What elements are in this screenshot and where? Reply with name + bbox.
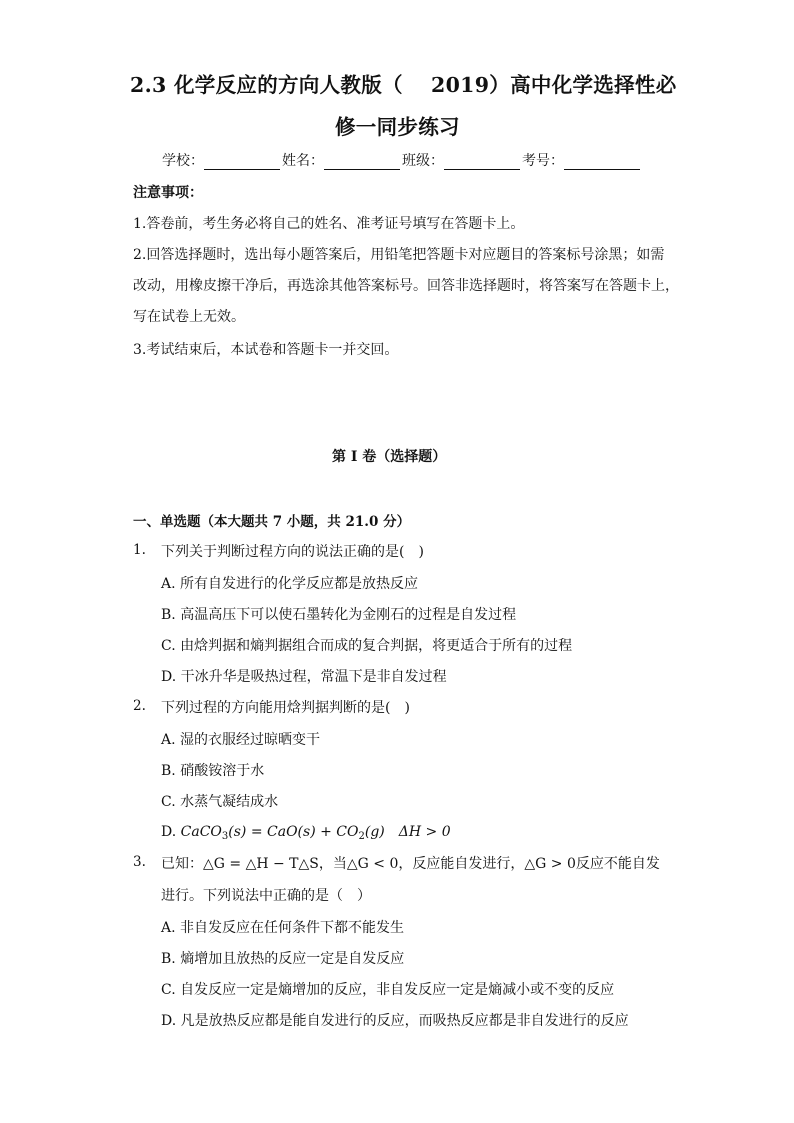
equation-part-1: CaCO bbox=[180, 824, 222, 840]
question-2-option-d[interactable] bbox=[161, 821, 451, 842]
exam-number-label: 考号： bbox=[522, 153, 564, 169]
notice-item-1: 1.答卷前，考生务必将自己的姓名、准考证号填写在答题卡上。 bbox=[133, 216, 525, 232]
notice-item-3: 3.考试结束后，本试卷和答题卡一并交回。 bbox=[133, 342, 399, 358]
equation-part-2: (s) = CaO(s) + CO bbox=[228, 824, 359, 840]
equation-part-3: (g) ΔH > 0 bbox=[364, 824, 451, 840]
question-number: 3. bbox=[133, 854, 146, 870]
notice-item-2-line2: 改动，用橡皮擦干净后，再选涂其他答案标号。回答非选择题时，将答案写在答题卡上， bbox=[133, 278, 679, 294]
question-3-option-d[interactable]: D. 凡是放热反应都是能自发进行的反应，而吸热反应都是非自发进行的反应 bbox=[161, 1013, 629, 1029]
class-field[interactable] bbox=[444, 154, 520, 170]
question-1-option-b[interactable]: B. 高温高压下可以使石墨转化为金刚石的过程是自发过程 bbox=[161, 607, 517, 623]
question-2-option-c[interactable]: C. 水蒸气凝结成水 bbox=[161, 794, 279, 810]
question-2-option-b[interactable]: B. 硝酸铵溶于水 bbox=[161, 763, 265, 779]
question-2-stem: 下列过程的方向能用焓判据判断的是( ) bbox=[161, 700, 410, 716]
question-1-option-c[interactable]: C. 由焓判据和熵判据组合而成的复合判据，将更适合于所有的过程 bbox=[161, 638, 573, 654]
section-title: 第 I 卷（选择题） bbox=[332, 449, 447, 465]
class-label: 班级： bbox=[402, 153, 444, 169]
question-1-stem: 下列关于判断过程方向的说法正确的是( ) bbox=[161, 544, 424, 560]
equation-subscript-3: 3 bbox=[221, 831, 229, 842]
school-label: 学校： bbox=[162, 153, 204, 169]
document-title-line1: 2.3 化学反应的方向人教版（ 2019）高中化学选择性必 bbox=[130, 73, 677, 97]
question-3-option-b[interactable]: B. 熵增加且放热的反应一定是自发反应 bbox=[161, 951, 405, 967]
question-2-option-a[interactable]: A. 湿的衣服经过晾晒变干 bbox=[161, 732, 321, 748]
option-d-prefix: D. bbox=[161, 824, 181, 840]
question-number: 1. bbox=[133, 542, 146, 558]
notice-item-2-line1: 2.回答选择题时，选出每小题答案后，用铅笔把答题卡对应题目的答案标号涂黑；如需 bbox=[133, 247, 665, 263]
part-heading: 一、单选题（本大题共 7 小题，共 21.0 分） bbox=[133, 514, 411, 530]
notice-heading: 注意事项： bbox=[133, 185, 203, 201]
school-field[interactable] bbox=[204, 154, 280, 170]
question-3-stem-line2: 进行。下列说法中正确的是（ ） bbox=[161, 888, 371, 904]
question-1-option-d[interactable]: D. 干冰升华是吸热过程，常温下是非自发过程 bbox=[161, 669, 447, 685]
question-1-option-a[interactable]: A. 所有自发进行的化学反应都是放热反应 bbox=[161, 576, 419, 592]
notice-item-2-line3: 写在试卷上无效。 bbox=[133, 309, 245, 325]
question-3-option-a[interactable]: A. 非自发反应在任何条件下都不能发生 bbox=[161, 920, 405, 936]
question-3-option-c[interactable]: C. 自发反应一定是熵增加的反应，非自发反应一定是熵减小或不变的反应 bbox=[161, 982, 615, 998]
question-number: 2. bbox=[133, 698, 146, 714]
question-3-stem-line1: 已知：△G = △H − T△S，当△G < 0，反应能自发进行，△G > 0反应不能自发 bbox=[161, 856, 660, 872]
exam-number-field[interactable] bbox=[564, 154, 640, 170]
equation-subscript-2: 2 bbox=[358, 831, 365, 842]
name-label: 姓名： bbox=[282, 153, 324, 169]
student-info-row bbox=[162, 150, 642, 170]
name-field[interactable] bbox=[324, 154, 400, 170]
document-title-line2: 修一同步练习 bbox=[335, 115, 460, 139]
